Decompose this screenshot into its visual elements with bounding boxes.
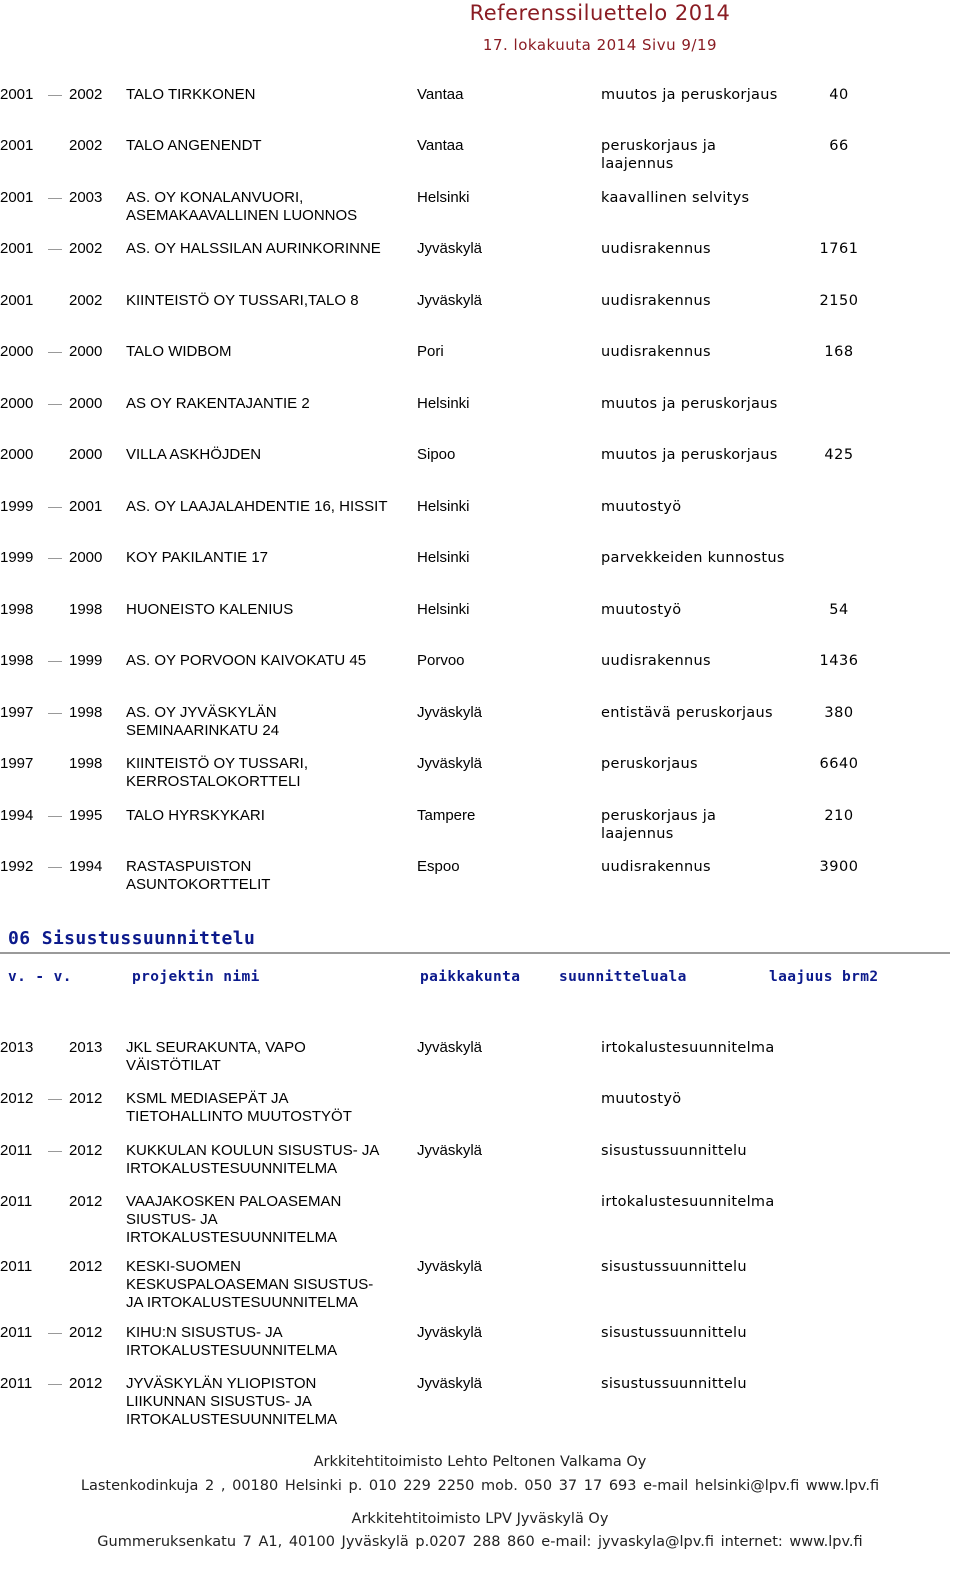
project-name: RASTASPUISTON ASUNTOKORTTELIT: [126, 858, 271, 893]
project-name: KSML MEDIASEPÄT JA TIETOHALLINTO MUUTOSTYÖT: [126, 1090, 352, 1125]
project-name: TALO TIRKKONEN: [126, 86, 256, 103]
project-type: uudisrakennus: [601, 293, 711, 309]
project-size: 6640: [819, 756, 859, 772]
project-size: 168: [824, 344, 854, 360]
table-row: [0, 1375, 960, 1428]
project-place: Jyväskylä: [417, 240, 483, 257]
table-row: [0, 343, 960, 387]
project-size: 2150: [819, 293, 859, 309]
year-end: 1998: [69, 755, 103, 772]
project-type: sisustussuunnittelu: [601, 1143, 747, 1159]
year-start: 1999: [0, 549, 34, 566]
year-end: 1994: [69, 858, 103, 875]
table-row: [0, 446, 960, 490]
year-start: 2000: [0, 343, 34, 360]
project-place: Tampere: [417, 807, 476, 824]
year-range-dash: [48, 95, 62, 96]
project-name: KIINTEISTÖ OY TUSSARI,TALO 8: [126, 292, 359, 309]
year-start: 2011: [0, 1142, 33, 1159]
project-size: 66: [829, 138, 849, 154]
project-name: VILLA ASKHÖJDEN: [126, 446, 262, 463]
project-name: KIHU:N SISUSTUS- JA IRTOKALUSTESUUNNITELMA: [126, 1324, 338, 1359]
year-range-dash: [48, 404, 62, 405]
year-range-dash: [48, 713, 62, 714]
project-place: Sipoo: [417, 446, 456, 463]
year-end: 2002: [69, 292, 103, 309]
year-range-dash: [48, 1099, 62, 1100]
year-end: 1995: [69, 807, 103, 824]
project-name: KIINTEISTÖ OY TUSSARI, KERROSTALOKORTTELI: [126, 755, 308, 790]
project-type: peruskorjaus ja laajennus: [601, 808, 717, 842]
project-place: Vantaa: [417, 86, 464, 103]
year-start: 2013: [0, 1039, 34, 1056]
project-place: Jyväskylä: [417, 1258, 483, 1275]
project-type: irtokalustesuunnitelma: [601, 1194, 775, 1210]
project-place: Pori: [417, 343, 444, 360]
project-size: 210: [824, 808, 854, 824]
project-name: AS. OY HALSSILAN AURINKORINNE: [126, 240, 381, 257]
section-title: 06 Sisustussuunnittelu: [8, 928, 256, 949]
project-name: AS. OY LAAJALAHDENTIE 16, HISSIT: [126, 498, 388, 515]
year-start: 1998: [0, 601, 34, 618]
year-end: 2012: [69, 1375, 103, 1392]
year-start: 2001: [0, 189, 34, 206]
year-end: 2000: [69, 446, 103, 463]
project-type: peruskorjaus ja laajennus: [601, 138, 717, 172]
year-end: 2012: [69, 1324, 103, 1341]
project-type: irtokalustesuunnitelma: [601, 1040, 775, 1056]
year-end: 1999: [69, 652, 103, 669]
project-size: 1436: [819, 653, 859, 669]
project-type: entistävä peruskorjaus: [601, 705, 773, 721]
year-range-dash: [48, 1333, 62, 1334]
year-start: 2001: [0, 86, 34, 103]
project-type: sisustussuunnittelu: [601, 1259, 747, 1275]
year-start: 2011: [0, 1375, 33, 1392]
project-name: AS. OY KONALANVUORI, ASEMAKAAVALLINEN LUONNOS: [126, 189, 358, 224]
table-row: [0, 240, 960, 284]
document-title: Referenssiluettelo 2014: [469, 1, 731, 25]
project-place: Jyväskylä: [417, 1375, 483, 1392]
table-row: [0, 652, 960, 696]
column-header-years: v. - v.: [8, 969, 72, 985]
year-range-dash: [48, 249, 62, 250]
project-place: Helsinki: [417, 395, 470, 412]
year-start: 2001: [0, 240, 34, 257]
project-name: TALO HYRSKYKARI: [126, 807, 265, 824]
table-row: [0, 704, 960, 748]
project-place: Jyväskylä: [417, 1039, 483, 1056]
year-start: 2000: [0, 446, 34, 463]
project-place: Vantaa: [417, 137, 464, 154]
year-end: 2002: [69, 86, 103, 103]
year-range-dash: [48, 867, 62, 868]
project-size: 3900: [819, 859, 859, 875]
document-date-page: 17. lokakuuta 2014 Sivu 9/19: [482, 36, 718, 54]
year-start: 2011: [0, 1258, 33, 1275]
column-header-place: paikkakunta: [420, 969, 521, 985]
project-name: HUONEISTO KALENIUS: [126, 601, 294, 618]
project-type: sisustussuunnittelu: [601, 1325, 747, 1341]
year-start: 1992: [0, 858, 34, 875]
project-type: muutos ja peruskorjaus: [601, 447, 778, 463]
table-row: [0, 601, 960, 645]
project-type: muutos ja peruskorjaus: [601, 87, 778, 103]
year-start: 2001: [0, 137, 34, 154]
table-row: [0, 137, 960, 181]
project-name: AS OY RAKENTAJANTIE 2: [126, 395, 310, 412]
table-row: [0, 498, 960, 542]
project-place: Helsinki: [417, 549, 470, 566]
column-header-size: laajuus brm2: [769, 969, 879, 985]
year-end: 2000: [69, 549, 103, 566]
year-range-dash: [48, 1384, 62, 1385]
year-end: 2002: [69, 137, 103, 154]
table-row: [0, 395, 960, 439]
project-name: VAAJAKOSKEN PALOASEMAN SIUSTUS- JA IRTOKALUSTESUUNNITELMA: [126, 1193, 342, 1246]
year-end: 2012: [69, 1258, 103, 1275]
project-name: JYVÄSKYLÄN YLIOPISTON LIIKUNNAN SISUSTUS- JA IRTOKALUSTESUUNNITELMA: [126, 1375, 338, 1428]
column-header-field: suunnitteluala: [559, 969, 687, 985]
project-size: 40: [829, 87, 849, 103]
year-range-dash: [48, 198, 62, 199]
project-place: Jyväskylä: [417, 704, 483, 721]
year-range-dash: [48, 1151, 62, 1152]
project-type: uudisrakennus: [601, 859, 711, 875]
year-end: 2012: [69, 1142, 103, 1159]
year-start: 1997: [0, 755, 34, 772]
table-row: [0, 858, 960, 902]
year-start: 1994: [0, 807, 34, 824]
project-type: peruskorjaus: [601, 756, 698, 772]
project-name: AS. OY JYVÄSKYLÄN SEMINAARINKATU 24: [126, 704, 280, 739]
project-type: muutostyö: [601, 602, 682, 618]
footer-address-helsinki: Lastenkodinkuja 2 , 00180 Helsinki p. 010 229 2250 mob. 050 37 17 693 e-mail helsinki@lpv.fi www.lpv.fi: [80, 1478, 880, 1494]
year-end: 2001: [69, 498, 103, 515]
table-row: [0, 1090, 960, 1134]
project-place: Helsinki: [417, 189, 470, 206]
year-end: 2012: [69, 1193, 103, 1210]
project-place: Porvoo: [417, 652, 465, 669]
year-end: 2013: [69, 1039, 103, 1056]
year-range-dash: [48, 352, 62, 353]
project-type: parvekkeiden kunnostus: [601, 550, 785, 566]
footer-address-jyvaskyla: Gummeruksenkatu 7 A1, 40100 Jyväskylä p.0207 288 860 e-mail: jyvaskyla@lpv.fi internet: www.lpv.fi: [97, 1534, 863, 1550]
project-place: Helsinki: [417, 498, 470, 515]
year-start: 2011: [0, 1193, 33, 1210]
year-end: 2002: [69, 240, 103, 257]
year-start: 1999: [0, 498, 34, 515]
table-row: [0, 549, 960, 593]
table-row: [0, 86, 960, 130]
table-row: [0, 1039, 960, 1083]
year-end: 2003: [69, 189, 103, 206]
project-place: Jyväskylä: [417, 292, 483, 309]
project-place: Jyväskylä: [417, 1324, 483, 1341]
year-end: 2000: [69, 343, 103, 360]
year-start: 2000: [0, 395, 34, 412]
project-place: Espoo: [417, 858, 460, 875]
table-row: [0, 1324, 960, 1368]
table-row: [0, 1193, 960, 1246]
table-row: [0, 755, 960, 799]
project-type: uudisrakennus: [601, 241, 711, 257]
project-place: Jyväskylä: [417, 755, 483, 772]
year-end: 2000: [69, 395, 103, 412]
project-size: 380: [824, 705, 854, 721]
table-row: [0, 807, 960, 851]
year-range-dash: [48, 661, 62, 662]
year-start: 2011: [0, 1324, 33, 1341]
table-row: [0, 1142, 960, 1186]
project-name: TALO ANGENENDT: [126, 137, 262, 154]
year-end: 1998: [69, 601, 103, 618]
table-row: [0, 189, 960, 233]
project-type: uudisrakennus: [601, 653, 711, 669]
footer-company-helsinki: Arkkitehtitoimisto Lehto Peltonen Valkama Oy: [313, 1454, 647, 1470]
project-size: 54: [829, 602, 849, 618]
table-row: [0, 292, 960, 336]
year-start: 1997: [0, 704, 34, 721]
project-size: 1761: [819, 241, 859, 257]
project-name: JKL SEURAKUNTA, VAPO VÄISTÖTILAT: [126, 1039, 306, 1074]
year-range-dash: [48, 816, 62, 817]
project-name: KESKI-SUOMEN KESKUSPALOASEMAN SISUSTUS- JA IRTOKALUSTESUUNNITELMA: [126, 1258, 374, 1311]
year-start: 1998: [0, 652, 34, 669]
project-name: KUKKULAN KOULUN SISUSTUS- JA IRTOKALUSTESUUNNITELMA: [126, 1142, 380, 1177]
project-type: uudisrakennus: [601, 344, 711, 360]
project-place: Jyväskylä: [417, 1142, 483, 1159]
year-range-dash: [48, 558, 62, 559]
year-end: 1998: [69, 704, 103, 721]
column-header-name: projektin nimi: [132, 969, 260, 985]
project-name: KOY PAKILANTIE 17: [126, 549, 269, 566]
section-divider: [0, 952, 950, 954]
year-range-dash: [48, 507, 62, 508]
project-size: 425: [824, 447, 854, 463]
table-row: [0, 1258, 960, 1311]
project-place: Helsinki: [417, 601, 470, 618]
year-end: 2012: [69, 1090, 103, 1107]
project-type: muutostyö: [601, 1091, 682, 1107]
project-type: kaavallinen selvitys: [601, 190, 750, 206]
project-name: TALO WIDBOM: [126, 343, 232, 360]
project-name: AS. OY PORVOON KAIVOKATU 45: [126, 652, 367, 669]
year-start: 2001: [0, 292, 34, 309]
project-type: sisustussuunnittelu: [601, 1376, 747, 1392]
project-type: muutos ja peruskorjaus: [601, 396, 778, 412]
footer-company-jyvaskyla: Arkkitehtitoimisto LPV Jyväskylä Oy: [351, 1511, 609, 1527]
project-type: muutostyö: [601, 499, 682, 515]
year-start: 2012: [0, 1090, 34, 1107]
